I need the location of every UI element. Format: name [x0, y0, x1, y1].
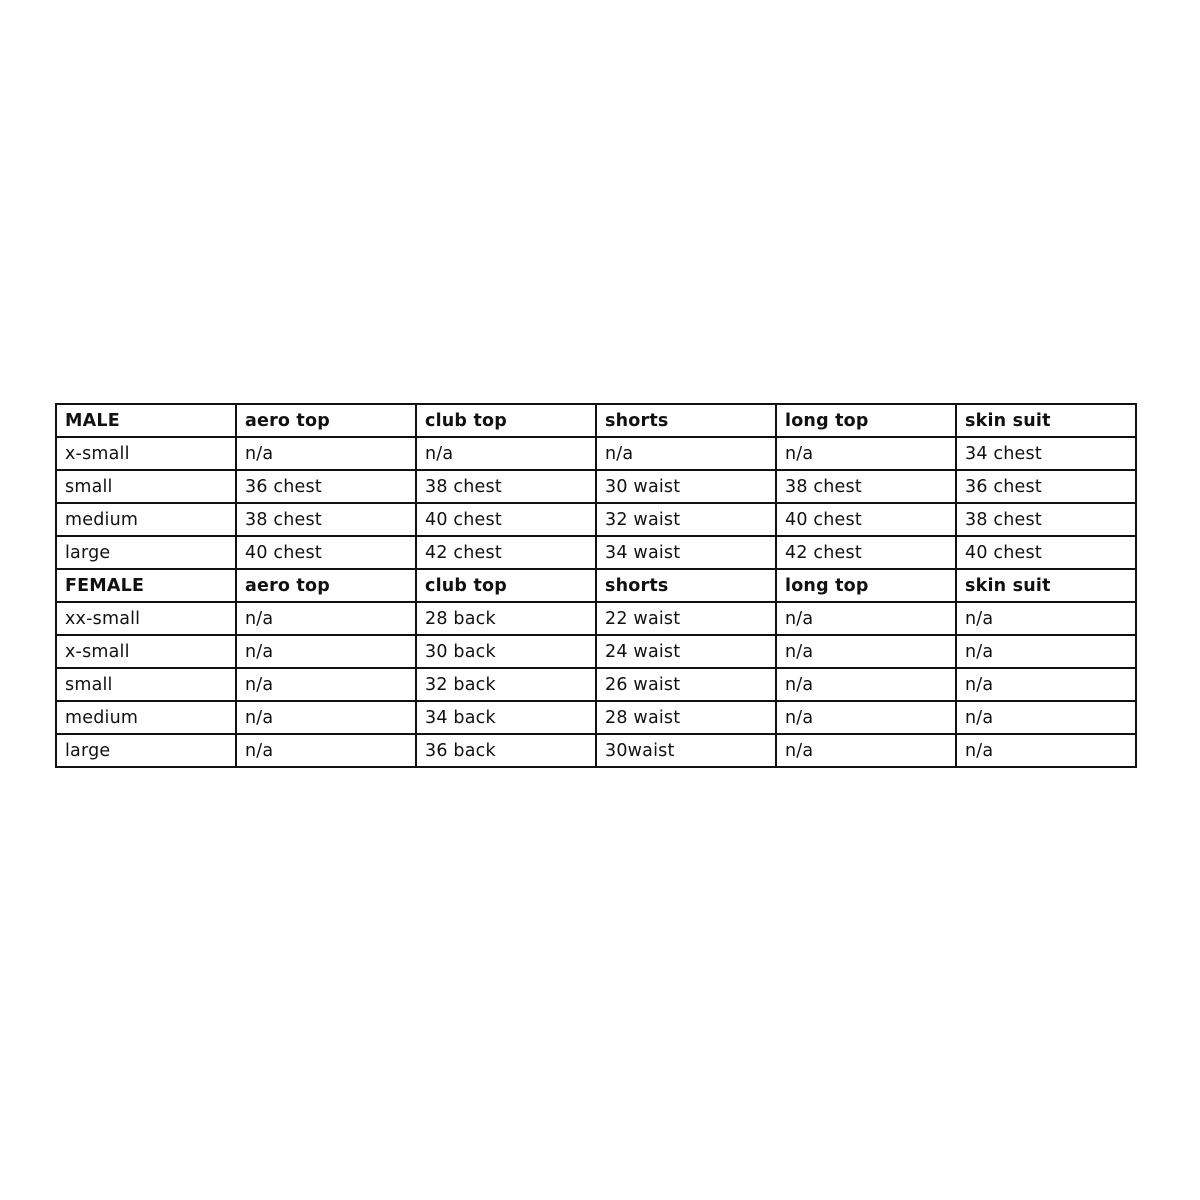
- table-cell: 38 chest: [776, 470, 956, 503]
- size-cell: x-small: [56, 635, 236, 668]
- table-row: [56, 503, 1136, 536]
- table-cell: 34 waist: [596, 536, 776, 569]
- table-cell: 34 back: [416, 701, 596, 734]
- table-cell: n/a: [956, 668, 1136, 701]
- table-cell: n/a: [416, 437, 596, 470]
- header-cell-shorts: shorts: [596, 404, 776, 437]
- table-cell: 30 back: [416, 635, 596, 668]
- table-cell: n/a: [236, 701, 416, 734]
- table-cell: 28 waist: [596, 701, 776, 734]
- table-cell: n/a: [236, 602, 416, 635]
- table-cell: 30waist: [596, 734, 776, 767]
- size-cell: x-small: [56, 437, 236, 470]
- table-row: [56, 536, 1136, 569]
- table-cell: n/a: [776, 437, 956, 470]
- header-cell-section: MALE: [56, 404, 236, 437]
- size-cell: small: [56, 668, 236, 701]
- table-cell: 38 chest: [956, 503, 1136, 536]
- table-cell: 42 chest: [416, 536, 596, 569]
- size-cell: large: [56, 536, 236, 569]
- female-header-row: [56, 569, 1136, 602]
- table-cell: n/a: [956, 734, 1136, 767]
- table-cell: n/a: [236, 668, 416, 701]
- table-cell: 22 waist: [596, 602, 776, 635]
- table-cell: n/a: [776, 734, 956, 767]
- table-cell: 24 waist: [596, 635, 776, 668]
- size-cell: medium: [56, 701, 236, 734]
- table-row: [56, 437, 1136, 470]
- header-cell-long-top: long top: [776, 404, 956, 437]
- table-row: [56, 668, 1136, 701]
- table-cell: n/a: [596, 437, 776, 470]
- size-chart-body: [56, 404, 1136, 767]
- header-cell-long-top: long top: [776, 569, 956, 602]
- header-cell-section: FEMALE: [56, 569, 236, 602]
- table-cell: 32 waist: [596, 503, 776, 536]
- table-cell: n/a: [956, 635, 1136, 668]
- table-cell: 36 back: [416, 734, 596, 767]
- header-cell-club-top: club top: [416, 404, 596, 437]
- header-cell-aero-top: aero top: [236, 404, 416, 437]
- table-cell: 26 waist: [596, 668, 776, 701]
- size-cell: medium: [56, 503, 236, 536]
- header-cell-aero-top: aero top: [236, 569, 416, 602]
- table-cell: n/a: [956, 602, 1136, 635]
- table-cell: n/a: [776, 701, 956, 734]
- table-cell: 40 chest: [236, 536, 416, 569]
- male-header-row: [56, 404, 1136, 437]
- table-cell: 36 chest: [236, 470, 416, 503]
- table-cell: n/a: [236, 734, 416, 767]
- size-cell: large: [56, 734, 236, 767]
- table-cell: n/a: [236, 635, 416, 668]
- table-cell: n/a: [776, 602, 956, 635]
- header-cell-skin-suit: skin suit: [956, 404, 1136, 437]
- header-cell-shorts: shorts: [596, 569, 776, 602]
- table-cell: 36 chest: [956, 470, 1136, 503]
- table-cell: n/a: [236, 437, 416, 470]
- table-cell: 42 chest: [776, 536, 956, 569]
- header-cell-club-top: club top: [416, 569, 596, 602]
- header-cell-skin-suit: skin suit: [956, 569, 1136, 602]
- table-cell: 38 chest: [416, 470, 596, 503]
- table-cell: 38 chest: [236, 503, 416, 536]
- table-cell: 32 back: [416, 668, 596, 701]
- table-cell: n/a: [776, 668, 956, 701]
- size-cell: small: [56, 470, 236, 503]
- table-row: [56, 602, 1136, 635]
- table-row: [56, 734, 1136, 767]
- size-cell: xx-small: [56, 602, 236, 635]
- size-chart-table: [55, 403, 1137, 768]
- table-cell: 30 waist: [596, 470, 776, 503]
- table-cell: 34 chest: [956, 437, 1136, 470]
- table-cell: 40 chest: [416, 503, 596, 536]
- table-cell: 40 chest: [776, 503, 956, 536]
- table-cell: n/a: [956, 701, 1136, 734]
- table-cell: 28 back: [416, 602, 596, 635]
- table-row: [56, 635, 1136, 668]
- table-cell: n/a: [776, 635, 956, 668]
- table-row: [56, 701, 1136, 734]
- table-cell: 40 chest: [956, 536, 1136, 569]
- table-row: [56, 470, 1136, 503]
